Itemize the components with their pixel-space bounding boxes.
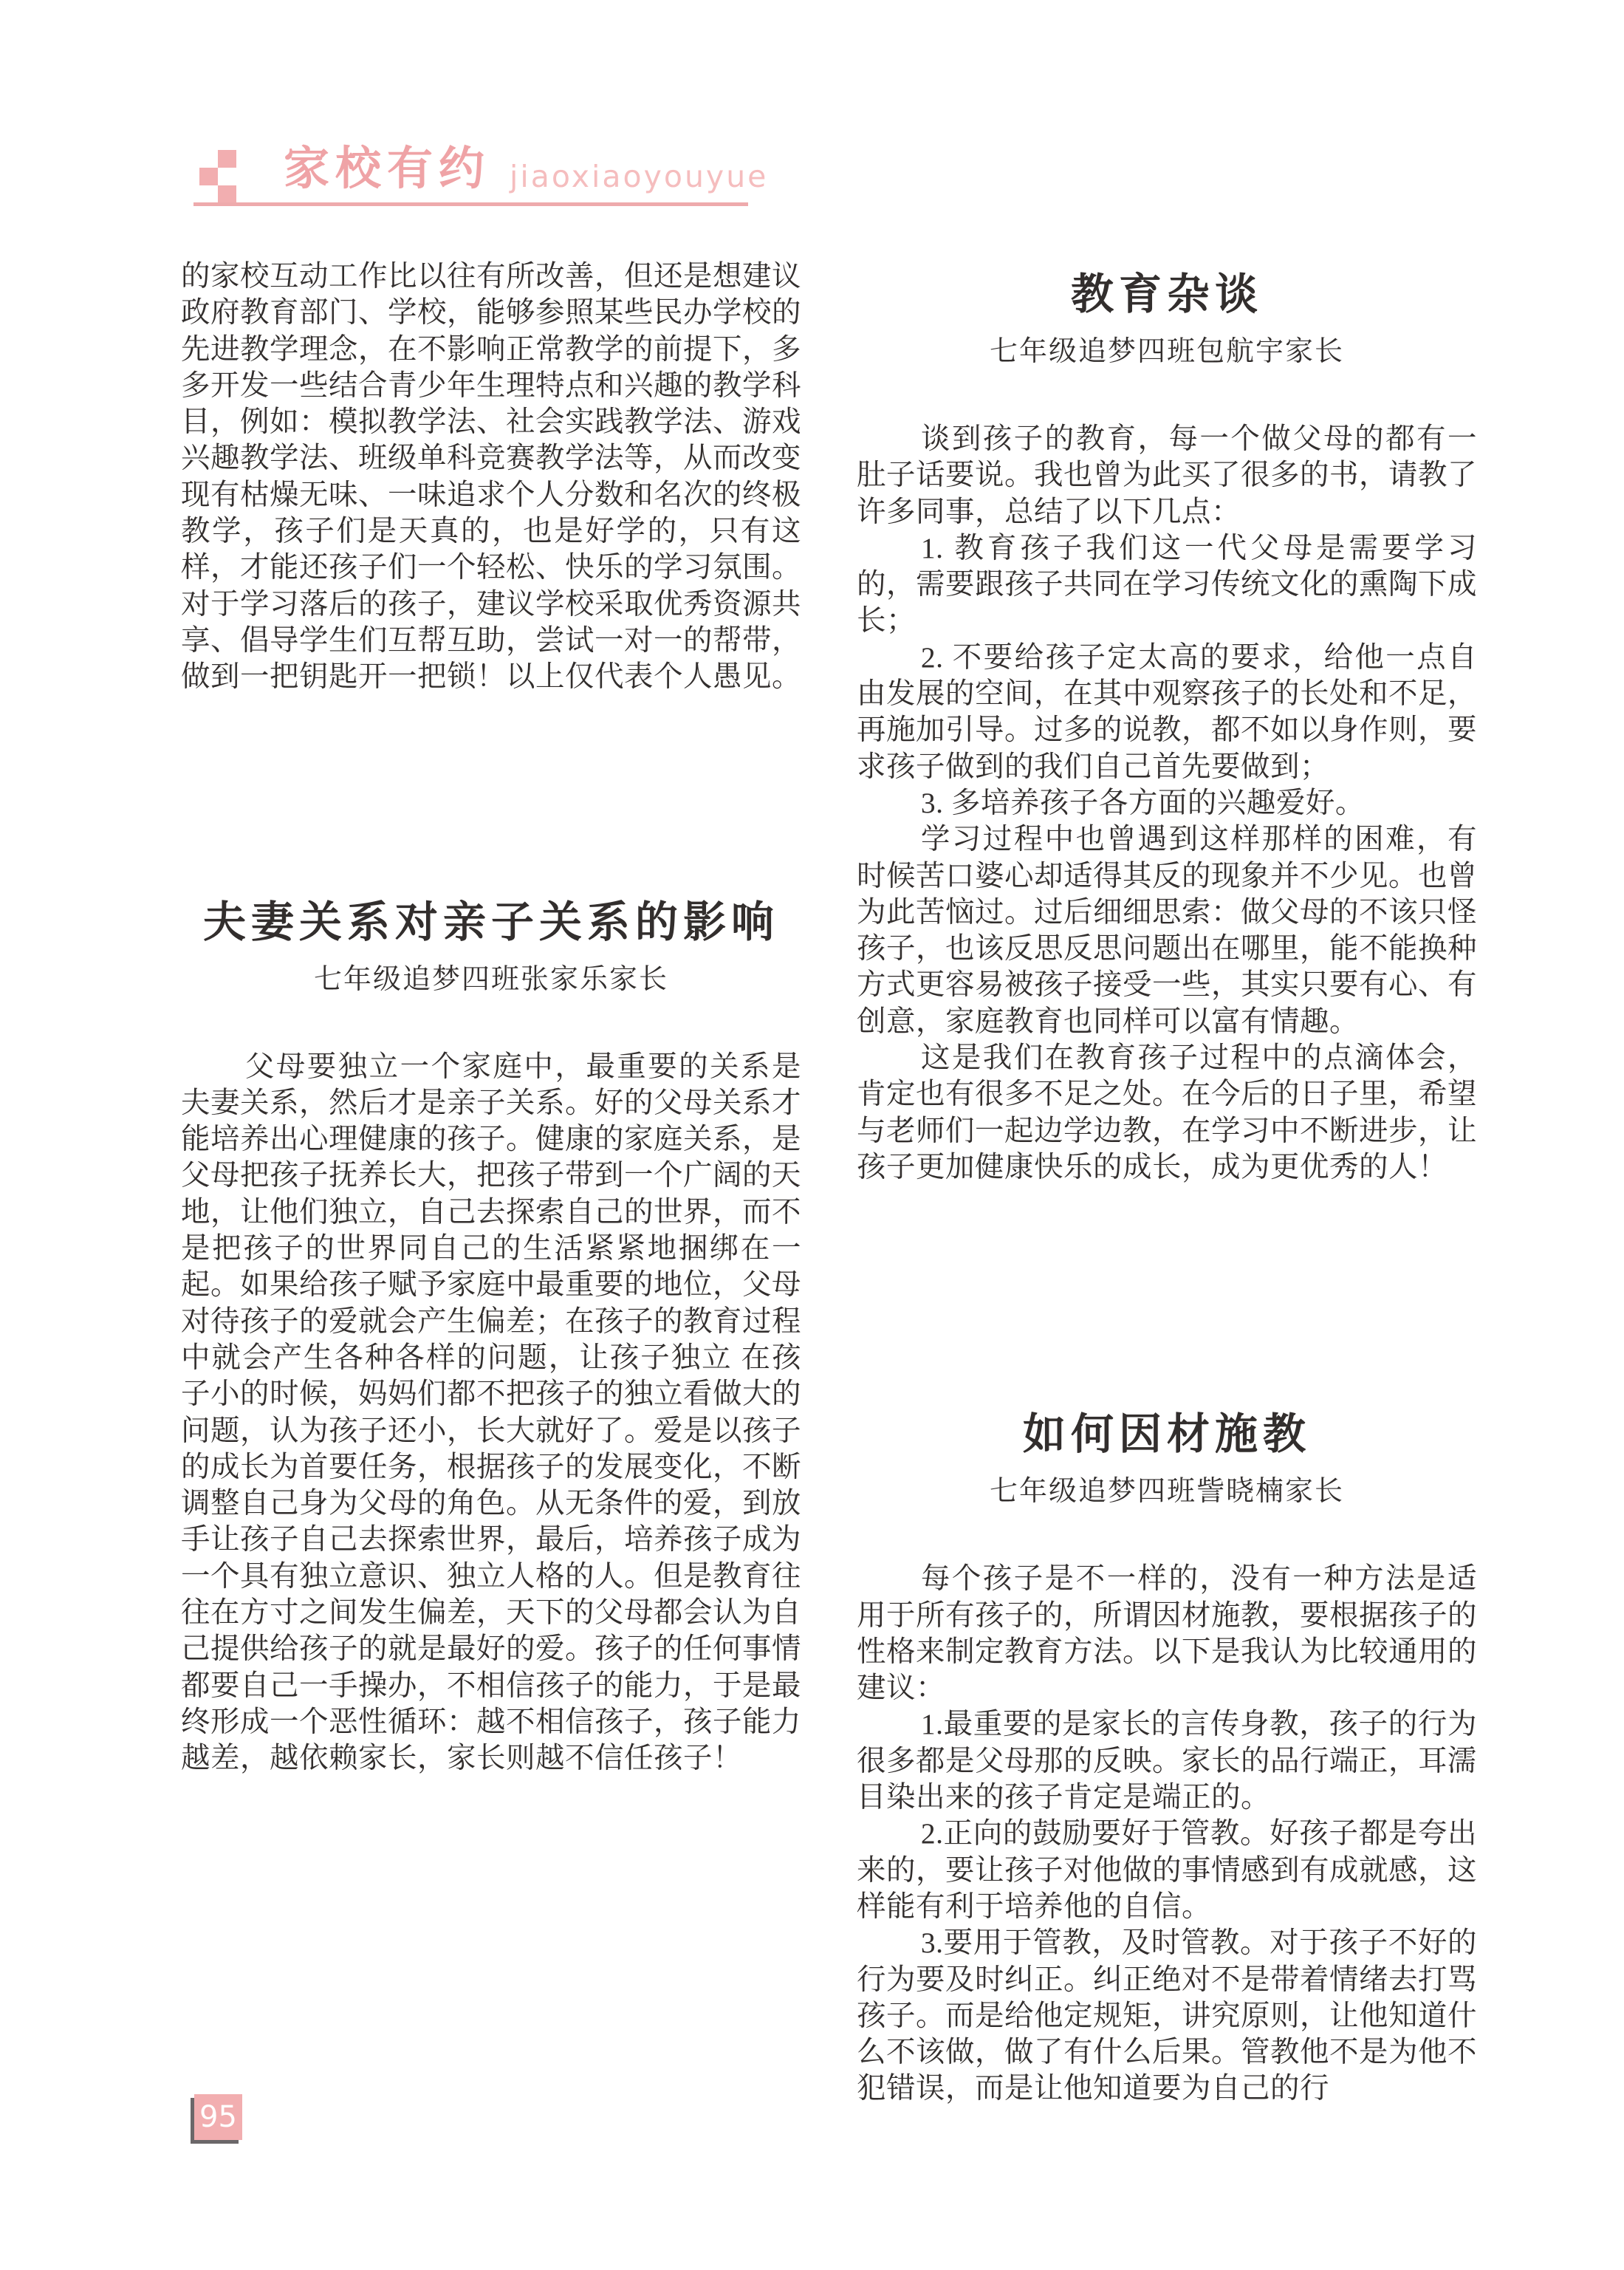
article-teach-according-to-aptitude [857, 1407, 1477, 2107]
page-header [0, 0, 1624, 214]
article-author: 七年级追梦四班张家乐家长 [313, 963, 668, 995]
paragraph: 3. 多培养孩子各方面的兴趣爱好。 [920, 786, 1365, 819]
page-number: 95 [199, 2100, 237, 2134]
article-title: 夫妻关系对亲子关系的影响 [202, 898, 779, 946]
paragraph: 3.要用于管教，及时管教。对于孩子不好的行为要及时纠正。纠正绝对不是带着情绪去打骂孩子。而是给他定规矩，讲究原则，让他知道什么不该做，做了有什么后果。管教他不是为他不犯错误，而是让他知道要为自己的行 [857, 1927, 1477, 2105]
article-author: 七年级追梦四班包航宇家长 [989, 336, 1344, 367]
paragraph: 学习过程中也曾遇到这样那样的困难，有时候苦口婆心却适得其反的现象并不少见。也曾为此苦恼过。过后细细思索：做父母的不该只怪孩子，也该反思反思问题出在哪里，能不能换种方式更容易被孩子接受一些，其实只要有心、有创意，家庭教育也同样可以富有情趣。 [857, 823, 1477, 1038]
logo-cell [199, 185, 218, 203]
section-title: 家校有约 [284, 141, 491, 195]
paragraph: 这是我们在教育孩子过程中的点滴体会，肯定也有很多不足之处。在今后的日子里，希望与老师们一起边学边教，在学习中不断进步，让孩子更加健康快乐的成长，成为更优秀的人！ [857, 1042, 1477, 1183]
article-education-miscellany [857, 267, 1477, 1186]
section-pinyin: jiaoxiaoyouyue [510, 159, 769, 194]
logo-cell [218, 185, 236, 203]
paragraph: 父母要独立一个家庭中，最重要的关系是夫妻关系，然后才是亲子关系。好的父母关系才能培养出心理健康的孩子。健康的家庭关系，是父母把孩子抚养长大，把孩子带到一个广阔的天地，让他们独立，自己去探索自己的世界，而不是把孩子的世界同自己的生活紧紧地捆绑在一起。如果给孩子赋予家庭中最重要的地位，父母对待孩子的爱就会产生偏差；在孩子的教育过程中就会产生各种各样的问题，让孩子独立 在孩子小的时候，妈妈们都不把孩子的独立看做大的问题，认为孩子还小，长大就好了。爱是以孩子的成长为首要任务，根据孩子的发展变化，不断调整自己身为父母的角色。从无条件的爱，到放手让孩子自己去探索世界，最后，培养孩子成为一个具有独立意识、独立人格的人。但是教育往往在方寸之间发生偏差，天下的父母都会认为自己提供给孩子的就是最好的爱。孩子的任何事情都要自己一手操办，不相信孩子的能力，于是最终形成一个恶性循环：越不相信孩子，孩子能力越差，越依赖家长，家长则越不信任孩子！ [181, 1050, 802, 1775]
header-rule [193, 202, 748, 206]
article-author: 七年级追梦四班訾晓楠家长 [989, 1476, 1344, 1508]
article-couple-relationship-influence [181, 895, 801, 1777]
paragraph: 2. 不要给孩子定太高的要求，给他一点自由发展的空间，在其中观察孩子的长处和不足，再施加引导。过多的说教，都不如以身作则，要求孩子做到的我们自己首先要做到； [857, 640, 1477, 783]
article-school-interaction-suggestions-continued [181, 259, 801, 696]
paragraph: 2.正向的鼓励要好于管教。好孩子都是夸出来的，要让孩子对他做的事情感到有成就感，这样能有利于培养他的自信。 [857, 1817, 1477, 1923]
paragraph: 谈到孩子的教育，每一个做父母的都有一肚子话要说。我也曾为此买了很多的书，请教了许多同事，总结了以下几点： [857, 423, 1477, 528]
logo-cell [218, 150, 236, 168]
paragraph: 的家校互动工作比以往有所改善，但还是想建议政府教育部门、学校，能够参照某些民办学校的先进教学理念，在不影响正常教学的前提下，多多开发一些结合青少年生理特点和兴趣的教学科目，例如：模拟教学法、社会实践教学法、游戏兴趣教学法、班级单科竞赛教学法等，从而改变现有枯燥无味、一味追求个人分数和名次的终极教学，孩子们是天真的，也是好学的，只有这样，才能还孩子们一个轻松、快乐的学习氛围。对于学习落后的孩子，建议学校采取优秀资源共享、倡导学生们互帮互助，尝试一对一的帮带，做到一把钥匙开一把锁！以上仅代表个人愚见。 [181, 260, 801, 694]
logo-cell [199, 150, 218, 168]
paragraph: 1.最重要的是家长的言传身教，孩子的行为很多都是父母那的反映。家长的品行端正，耳濡目染出来的孩子肯定是端正的。 [857, 1708, 1477, 1814]
left-column [181, 259, 801, 1777]
article-title: 教育杂谈 [1070, 270, 1263, 318]
checker-logo-icon [199, 150, 236, 203]
page-number-badge [194, 2094, 242, 2140]
paragraph: 1. 教育孩子我们这一代父母是需要学习的，需要跟孩子共同在学习传统文化的熏陶下成长； [857, 531, 1477, 637]
right-column [857, 259, 1477, 2107]
logo-cell [218, 168, 236, 185]
logo-cell [199, 168, 218, 185]
article-title: 如何因材施教 [1022, 1410, 1311, 1459]
paragraph: 每个孩子是不一样的，没有一种方法是适用于所有孩子的，所谓因材施教，要根据孩子的性格来制定教育方法。以下是我认为比较通用的建议： [857, 1562, 1477, 1705]
